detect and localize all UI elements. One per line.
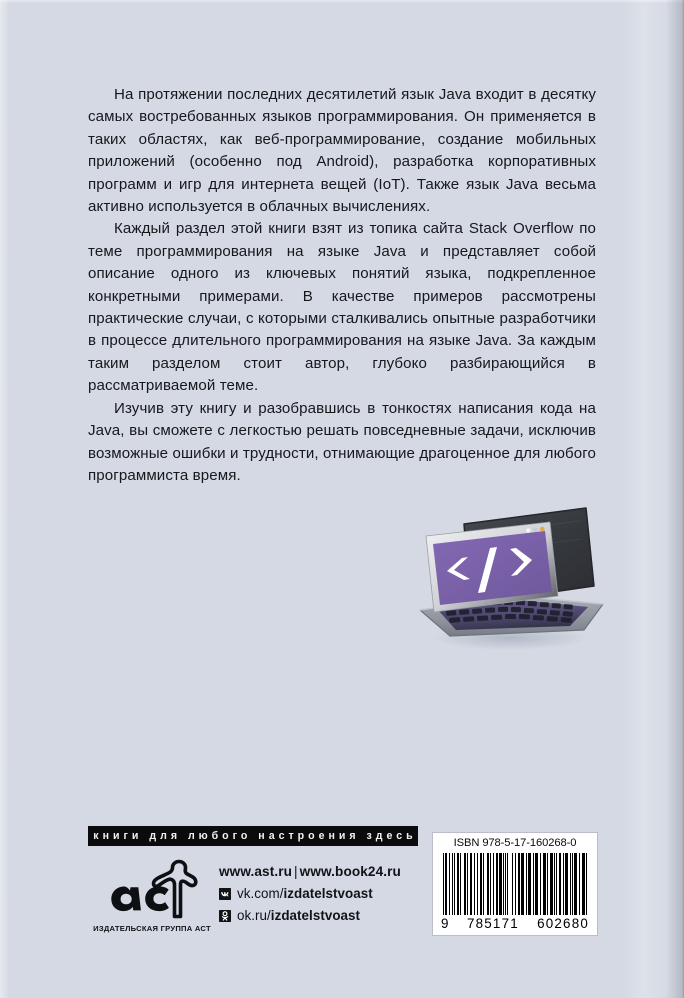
ok-icon (219, 910, 231, 922)
tagline-banner: книги для любого настроения здесь (88, 826, 418, 846)
vk-handle: izdatelstvoast (283, 886, 373, 901)
social-row-ok[interactable] (219, 908, 419, 923)
publisher-footer (88, 826, 418, 950)
top-highlight (0, 0, 684, 3)
barcode-bars (439, 853, 591, 915)
ok-handle: izdatelstvoast (270, 908, 361, 923)
code-window (426, 522, 558, 612)
barcode-digit-group-3: 602680 (537, 916, 589, 931)
blurb-text (88, 84, 596, 487)
ok-link-text[interactable] (237, 908, 360, 923)
barcode-digits (439, 916, 591, 931)
spine-highlight (0, 0, 9, 998)
blurb-paragraph-1: На протяжении последних десятилетий язык Java входит в десятку самых востребованных языков программирования. Он применяется в таких областях, как веб-программирование, создание мобильных приложений (особенно под Android), разработка корпоративных программ и игр для интернета вещей (IoT). Также язык Java весьма активно используется в облачных вычислениях. (88, 86, 596, 216)
site-ast-link[interactable]: www.ast.ru (219, 864, 293, 879)
isbn-label: ISBN 978-5-17-160268-0 (453, 837, 577, 849)
vk-icon (219, 888, 231, 900)
barcode-digit-group-2: 785171 (466, 916, 519, 931)
website-line (219, 864, 419, 879)
site-book24-link[interactable]: www.book24.ru (299, 864, 401, 879)
barcode-digit-group-1: 9 (441, 916, 449, 931)
vk-prefix: vk.com/ (237, 886, 284, 901)
blurb-paragraph-3: Изучив эту книгу и разобравшись в тонкостях написания кода на Java, вы сможете с легкостью решать повседневные задачи, исключив возможные ошибки и трудности, отнимающие драгоценное для любого программиста время. (88, 399, 596, 484)
ast-logo-mark (104, 858, 200, 920)
ast-logo (88, 858, 216, 933)
social-row-vk[interactable] (219, 886, 419, 901)
ok-prefix: ok.ru/ (237, 908, 271, 923)
publisher-links (219, 864, 419, 923)
site-separator: | (294, 864, 298, 879)
page-edge-shadow (622, 0, 684, 998)
isbn-barcode (432, 832, 598, 936)
vk-link-text[interactable] (237, 886, 373, 901)
blurb-paragraph-2: Каждый раздел этой книги взят из топика сайта Stack Overflow по теме программирования на языке Java и представляет собой описание одного из ключевых понятий языка, подкрепленное конкретными примерами. В качестве примеров рассмотрены практические случаи, с которыми сталкивались опытные разработчики в процессе длительного программирования на языке Java. За каждым таким разделом стоит автор, глубоко разбирающийся в рассматриваемой теме. (88, 220, 596, 395)
ast-logo-caption: ИЗДАТЕЛЬСКАЯ ГРУППА АСТ (93, 924, 211, 933)
laptop-illustration (398, 500, 608, 655)
